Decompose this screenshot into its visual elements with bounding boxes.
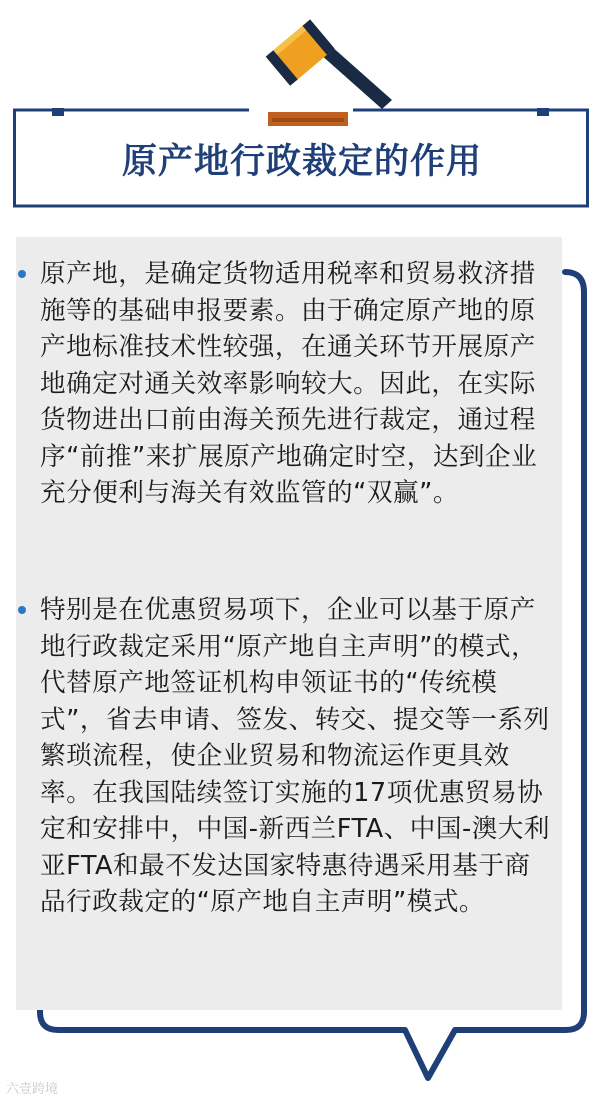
watermark: 六壹跨境: [6, 1082, 59, 1097]
bullet-dot-icon: [18, 270, 26, 278]
bullet-dot-icon: [18, 606, 26, 614]
paragraph-preferential-trade: 特别是在优惠贸易项下，企业可以基于原产地行政裁定采用“原产地自主声明”的模式，代替原产地签证机构申领证书的“传统模式”，省去申请、签发、转交、提交等一系列繁琐流程，使企业贸易和物流运作更具效率。在我国陆续签订实施的17项优惠贸易协定和安排中，中国-新西兰FTA、中国-澳大利亚FTA和最不发达国家特惠待遇采用基于商品行政裁定的“原产地自主声明”模式。: [40, 595, 550, 917]
paragraph-origin-basics: 原产地，是确定货物适用税率和贸易救济措施等的基础申报要素。由于确定原产地的原产地标准技术性较强，在通关环节开展原产地确定对通关效率影响较大。因此，在实际货物进出口前由海关预先进行裁定，通过程序“前推”来扩展原产地确定时空，达到企业充分便利与海关有效监管的“双赢”。: [40, 259, 538, 508]
page-title: 原产地行政裁定的作用: [121, 142, 482, 182]
